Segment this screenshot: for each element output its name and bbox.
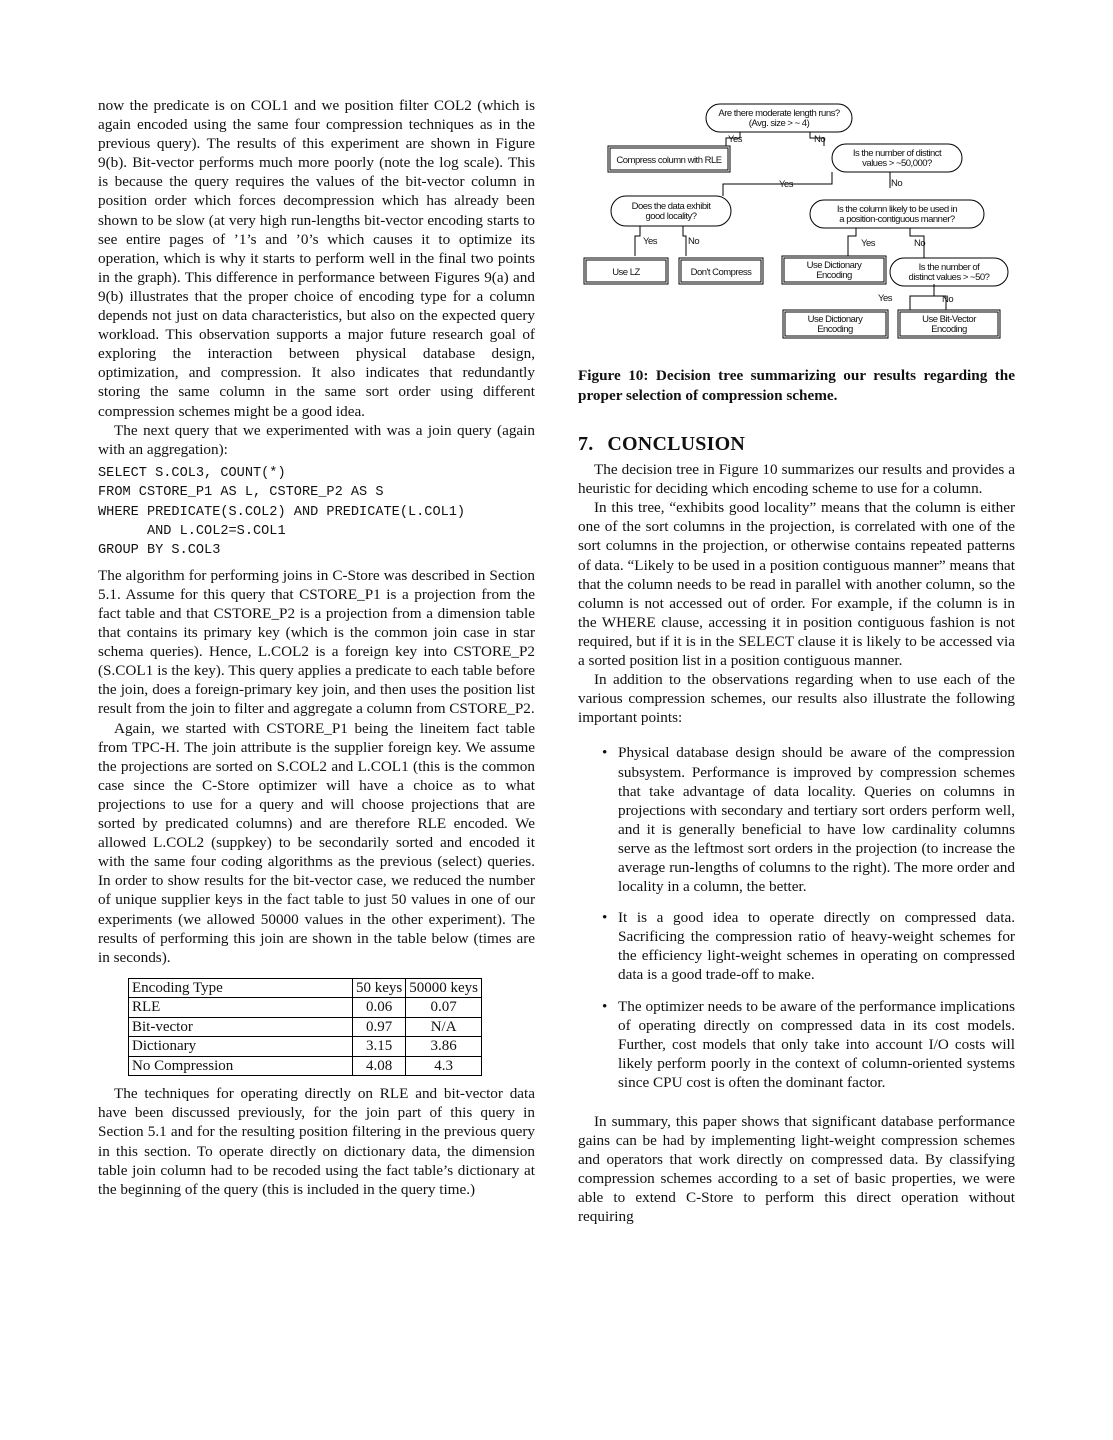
code-line: FROM CSTORE_P1 AS L, CSTORE_P2 AS S: [98, 485, 384, 501]
no-label: No: [688, 236, 700, 247]
list-item: • Physical database design should be aware of the compression subsystem. Performance is improved by compression schemes that take advantage of data locality. Queries on columns in projections with secondary and tertiary sort orders perform well, and it is generally beneficial to have low cardinality columns serve as the leftmost sort orders in the projection (to increase the average run-lengths of columns to the right). The more order and locality in a column, the better.: [618, 743, 1015, 896]
table-cell: 4.3: [406, 1056, 482, 1076]
question-text: Are there moderate length runs?: [718, 108, 840, 119]
yes-label: Yes: [728, 134, 742, 145]
table-header: Encoding Type: [129, 978, 353, 998]
yes-label: Yes: [861, 238, 875, 249]
answer-text: Compress column with RLE: [616, 155, 722, 166]
no-label: No: [814, 134, 826, 145]
table-cell: N/A: [406, 1017, 482, 1037]
table-cell: 3.86: [406, 1037, 482, 1057]
connector-line: [683, 226, 686, 256]
question-text: Is the number of: [918, 262, 980, 273]
question-text: (Avg. size > ~ 4): [748, 118, 810, 129]
table-cell: Bit-vector: [129, 1017, 353, 1037]
paragraph: In summary, this paper shows that significant database performance gains can be had by implementing light-weight compression schemes and operators that work directly on compressed data. By classifying compression schemes according to a set of basic properties, we were able to extend C-Store to perform this direct operation without requiring: [578, 1113, 1015, 1226]
yes-label: Yes: [779, 179, 793, 190]
list-item: • It is a good idea to operate directly on compressed data. Sacrificing the compression ratio of heavy-weight schemes for the efficiency light-weight schemes in operating on compressed data is a good trade-off to make.: [618, 908, 1015, 984]
paragraph: Again, we started with CSTORE_P1 being the lineitem fact table from TPC-H. The join attribute is the supplier foreign key. We assume the projections are sorted on S.COL2 and L.COL1 (this is the common case since the C-Store optimizer will have a choice as to what projections to use for a query and will choose projections that are sorted by predicated columns) and are therefore RLE encoded. We allowed L.COL2 (suppkey) to be secondarily sorted and encoded it with the same four coding algorithms as the previous (select) queries. In order to show results for the bit-vector case, we reduced the number of unique supplier keys in the fact table to just 50 values in one of our experiments (we allowed 50000 values in the other experiment). The results of performing this join are shown in the table below (times are in seconds).: [98, 719, 535, 966]
connector-line: [635, 226, 640, 256]
table-header: 50 keys: [353, 978, 406, 998]
section-heading: [578, 435, 1015, 454]
table-cell: No Compression: [129, 1056, 353, 1076]
table-cell: 4.08: [353, 1056, 406, 1076]
code-line: SELECT S.COL3, COUNT(*): [98, 465, 286, 481]
answer-text: Use LZ: [612, 267, 640, 278]
yes-label: Yes: [643, 236, 657, 247]
sql-query: [98, 464, 535, 561]
table-cell: 0.97: [353, 1017, 406, 1037]
decision-tree-figure: [578, 102, 1015, 352]
paragraph: The next query that we experimented with was a join query (again with an aggregation):: [98, 421, 535, 458]
question-text: Does the data exhibit: [631, 201, 711, 212]
paragraph: In addition to the observations regarding when to use each of the various compression schemes, our results also illustrate the following important points:: [578, 671, 1015, 727]
table-header-row: [129, 978, 482, 998]
question-text: Is the number of distinct: [852, 148, 942, 159]
paragraph: In this tree, “exhibits good locality” means that the column is either one of the sort columns in the projection, is correlated with one of the sort columns in the projection, or otherwise contains repeated patterns of data. “Likely to be used in a position contiguous manner” means that that the column needs to be read in parallel with another column, so the column is not accessed out of order. For example, if the column is in the WHERE clause, accessing it in position contiguous fashion is not required, but if it is in the SELECT clause it is likely to be accessed via a sorted position list in a position contiguous manner.: [578, 499, 1015, 670]
table-row: [129, 1056, 482, 1076]
table-header: 50000 keys: [406, 978, 482, 998]
connector-line: [910, 284, 934, 310]
table-cell: 3.15: [353, 1037, 406, 1057]
table-row: [129, 1017, 482, 1037]
answer-text: Encoding: [816, 270, 852, 281]
table-cell: RLE: [129, 998, 353, 1018]
question-text: distinct values > ~50?: [908, 272, 990, 283]
answer-text: Use Dictionary: [806, 260, 862, 271]
table-row: [129, 1037, 482, 1057]
paragraph: The decision tree in Figure 10 summarizes our results and provides a heuristic for deciding which encoding scheme to use for a column.: [578, 461, 1015, 498]
code-line: GROUP BY S.COL3: [98, 543, 221, 559]
question-text: values > ~50,000?: [862, 158, 932, 169]
figure-caption: Figure 10: Decision tree summarizing our results regarding the proper selection of compression scheme.: [578, 367, 1015, 404]
bullet-list: [578, 743, 1015, 1092]
no-label: No: [891, 178, 903, 189]
section-title: CONCLUSION: [607, 433, 745, 455]
question-text: good locality?: [645, 211, 697, 222]
answer-text: Encoding: [817, 324, 853, 335]
decision-tree-diagram: [578, 102, 1015, 342]
answer-text: Use Dictionary: [807, 314, 863, 325]
table-cell: Dictionary: [129, 1037, 353, 1057]
answer-text: Encoding: [931, 324, 967, 335]
left-column: [98, 96, 535, 1199]
paragraph: The algorithm for performing joins in C-Store was described in Section 5.1. Assume for this query that CSTORE_P1 is a projection from the fact table and that CSTORE_P2 is a projection from a dimension table that contains its primary key (which is the common join case in star schema queries). Hence, L.COL2 is a foreign key into CSTORE_P2 (S.COL1 is the key). This query applies a predicate to each table before the join, does a foreign-primary key join, and then uses the position list result from the join to filter and aggregate a column from CSTORE_P2.: [98, 566, 535, 718]
question-text: a position-contiguous manner?: [839, 214, 955, 225]
table-cell: 0.06: [353, 998, 406, 1018]
no-label: No: [942, 294, 954, 305]
connector-line: [723, 172, 832, 196]
list-item: • The optimizer needs to be aware of the performance implications of operating directly on compressed data in its cost models. Further, cost models that only take into account I/O costs will likely perform poorly in the context of column-oriented systems since CPU cost is often the dominant factor.: [618, 997, 1015, 1092]
table-row: [129, 998, 482, 1018]
code-line: AND L.COL2=S.COL1: [98, 524, 286, 539]
section-number: 7.: [578, 433, 594, 455]
answer-text: Use Bit-Vector: [922, 314, 976, 325]
connector-line: [848, 228, 856, 256]
right-column: [578, 102, 1015, 1227]
code-line: WHERE PREDICATE(S.COL2) AND PREDICATE(L.COL1): [98, 504, 466, 520]
question-text: Is the column likely to be used in: [836, 204, 958, 215]
no-label: No: [914, 238, 926, 249]
answer-text: Don't Compress: [690, 267, 752, 278]
paragraph: now the predicate is on COL1 and we position filter COL2 (which is again encoded using the same four compression techniques as in the previous query). The results of this experiment are shown in Figure 9(b). Bit-vector performs much more poorly (note the log scale). This is because the query requires the values of the bit-vector column in position order which forces decompression which has already been shown to be slow (at very high run-lengths bit-vector encoding starts to see entire pages of ’1’s and ’0’s which causes it to optimize its operation, which is why it starts to perform well in the final two points in the graph). This difference in performance between Figures 9(a) and 9(b) illustrates that the proper choice of encoding type for a column depends not just on data characteristics, but also on the expected query workload. This observation supports a major future research goal of exploring the interaction between physical database design, optimization, and compression. It also indicates that redundantly storing the same column in the same sort order using different compression schemes might be a good idea.: [98, 97, 535, 420]
results-table: [128, 978, 482, 1077]
table-cell: 0.07: [406, 998, 482, 1018]
yes-label: Yes: [878, 293, 892, 304]
paragraph: The techniques for operating directly on RLE and bit-vector data have been discussed previously, for the join part of this query in Section 5.1 and for the resulting position filtering in the previous query in this section. To operate directly on dictionary data, the dimension table join column had to be recoded using the fact table’s dictionary at the beginning of the query (this is included in the query time.): [98, 1085, 535, 1198]
